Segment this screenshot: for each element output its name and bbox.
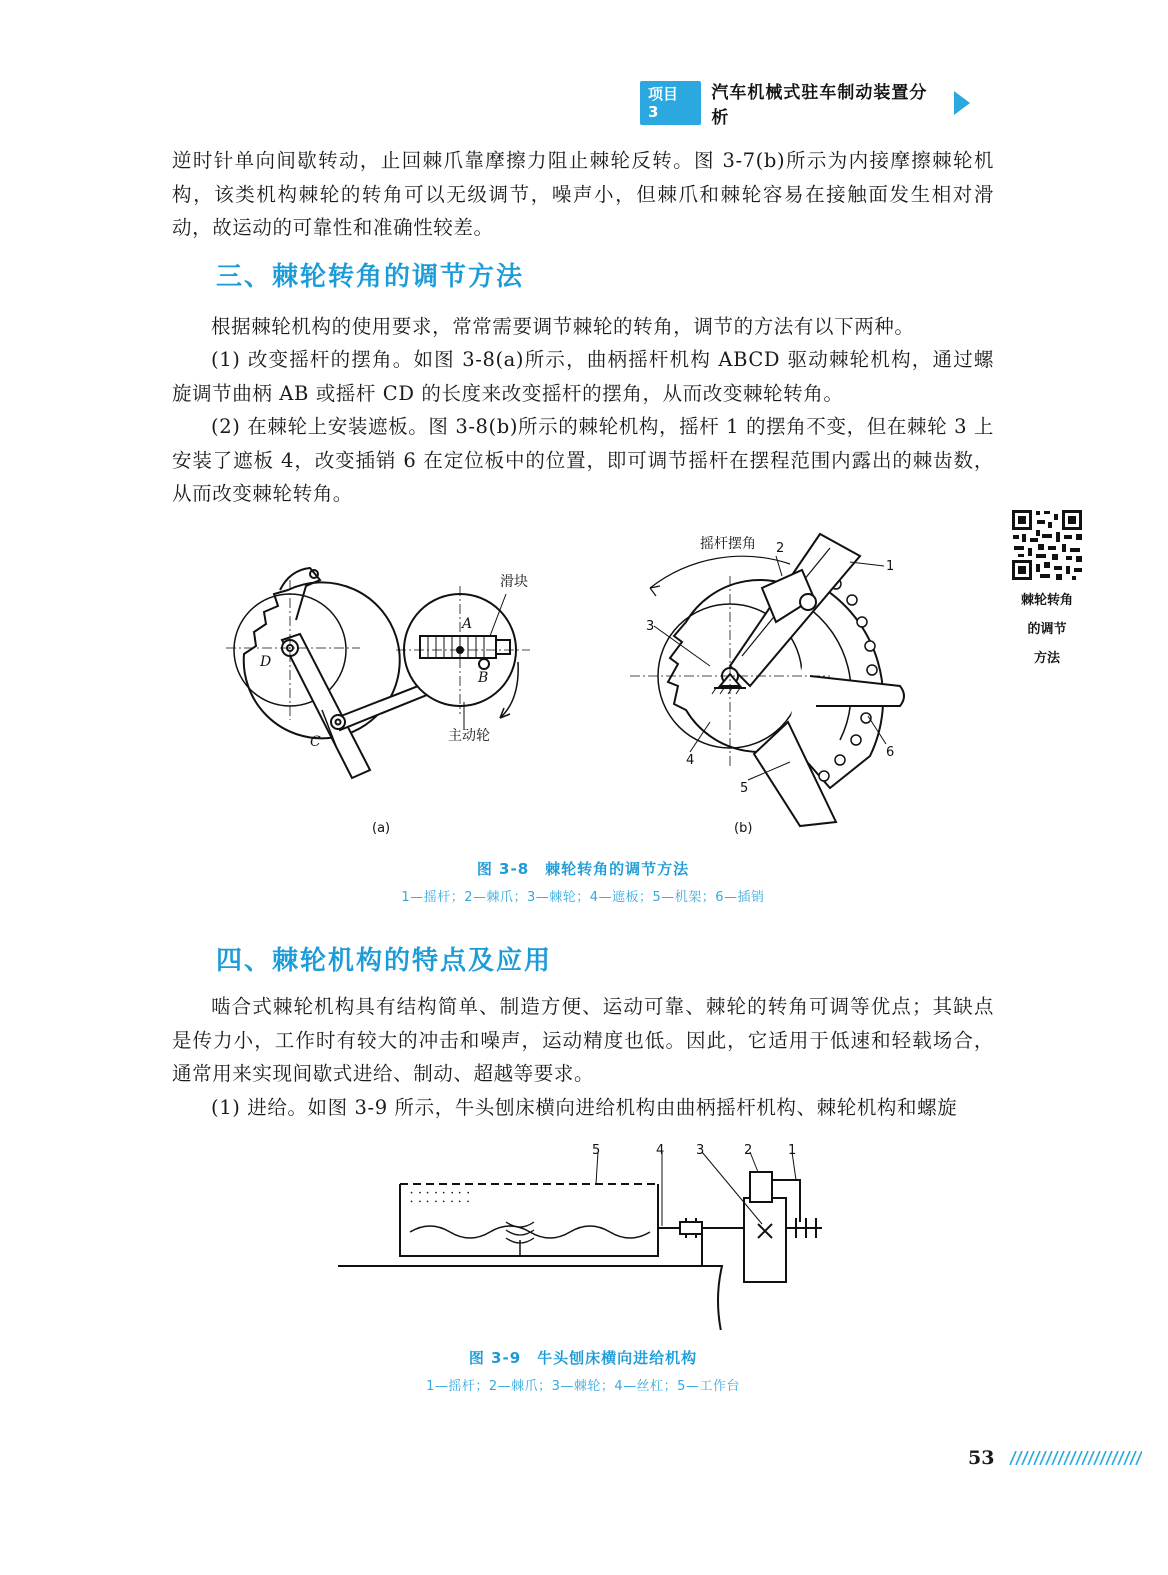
paragraph-feed: (1) 进给。如图 3-9 所示，牛头刨床横向进给机构由曲柄摇杆机构、棘轮机构和螺旋 bbox=[211, 1096, 958, 1119]
page-number: 53 bbox=[968, 1447, 995, 1469]
label-part-4: 4 bbox=[686, 753, 695, 768]
running-header bbox=[640, 83, 970, 128]
label-part-5: 5 bbox=[740, 781, 749, 796]
figure-3-9 bbox=[330, 1140, 830, 1330]
decorative-hatch bbox=[1008, 1451, 1142, 1465]
figure-3-8-caption: 图 3-8 棘轮转角的调节方法 bbox=[476, 860, 690, 878]
figure-3-9-legend: 1—摇杆；2—棘爪；3—棘轮；4—丝杠；5—工作台 bbox=[426, 1379, 740, 1394]
project-tag: 项目 3 bbox=[640, 81, 701, 125]
qr-label-line: 棘轮转角 bbox=[1020, 593, 1073, 608]
subfigure-label-b: (b) bbox=[734, 821, 753, 836]
label-swing-angle: 摇杆摆角 bbox=[700, 536, 756, 552]
label-slider: 滑块 bbox=[500, 574, 528, 590]
paragraph-continued: 逆时针单向间歇转动，止回棘爪靠摩擦力阻止棘轮反转。图 3-7(b)所示为内接摩擦棘轮机构，该类机构棘轮的转角可以无级调节，噪声小，但棘爪和棘轮容易在接触面发生相对滑动，故运动的可靠性和准确性较差。 bbox=[172, 149, 994, 239]
paragraph-features: 啮合式棘轮机构具有结构简单、制造方便、运动可靠、棘轮的转角可调等优点；其缺点是传力小，工作时有较大的冲击和噪声，运动精度也低。因此，它适用于低速和轻载场合，通常用来实现间歇式进给、制动、超越等要求。 bbox=[172, 995, 994, 1085]
paragraph-method-2: (2) 在棘轮上安装遮板。图 3-8(b)所示的棘轮机构，摇杆 1 的摆角不变，但在棘轮 3 上安装了遮板 4，改变插销 6 在定位板中的位置，即可调节摇杆在摆程范围内露出的棘齿数，从而改变棘轮转角。 bbox=[172, 415, 994, 505]
label-drive-wheel: 主动轮 bbox=[448, 728, 490, 744]
section-heading-4: 四、棘轮机构的特点及应用 bbox=[216, 946, 553, 976]
label-part-4: 4 bbox=[656, 1143, 665, 1158]
label-part-3: 3 bbox=[696, 1143, 705, 1158]
figure-3-8b bbox=[630, 526, 920, 840]
figure-3-8a bbox=[220, 550, 560, 840]
label-point-a: A bbox=[462, 616, 473, 632]
qr-code-icon[interactable] bbox=[1010, 508, 1084, 582]
label-part-1: 1 bbox=[788, 1143, 797, 1158]
label-part-3: 3 bbox=[646, 619, 655, 634]
label-part-6: 6 bbox=[886, 745, 895, 760]
label-part-2: 2 bbox=[744, 1143, 753, 1158]
label-part-2: 2 bbox=[776, 541, 785, 556]
figure-3-9-caption: 图 3-9 牛头刨床横向进给机构 bbox=[468, 1349, 698, 1367]
figure-3-8-legend: 1—摇杆；2—棘爪；3—棘轮；4—遮板；5—机架；6—插销 bbox=[401, 890, 765, 905]
qr-label-line: 方法 bbox=[1033, 651, 1060, 666]
paragraph-method-1: (1) 改变摇杆的摆角。如图 3-8(a)所示，曲柄摇杆机构 ABCD 驱动棘轮机构，通过螺旋调节曲柄 AB 或摇杆 CD 的长度来改变摇杆的摆角，从而改变棘轮转角。 bbox=[172, 348, 994, 405]
subfigure-label-a: (a) bbox=[372, 821, 391, 836]
label-point-d: D bbox=[260, 654, 272, 670]
label-point-b: B bbox=[478, 670, 489, 686]
chapter-title: 汽车机械式驻车制动装置分析 bbox=[711, 83, 928, 128]
worktable-dash-label: ⸬ ⸬ ⸬ ⸬ bbox=[410, 1190, 470, 1206]
label-point-c: C bbox=[310, 734, 321, 750]
qr-label bbox=[1002, 586, 1092, 673]
paragraph-intro: 根据棘轮机构的使用要求，常常需要调节棘轮的转角，调节的方法有以下两种。 bbox=[211, 315, 915, 338]
section-heading-3: 三、棘轮转角的调节方法 bbox=[216, 262, 525, 292]
label-part-1: 1 bbox=[886, 559, 895, 574]
qr-label-line: 的调节 bbox=[1027, 622, 1067, 637]
chevron-right-icon bbox=[954, 91, 970, 115]
label-part-5: 5 bbox=[592, 1143, 601, 1158]
